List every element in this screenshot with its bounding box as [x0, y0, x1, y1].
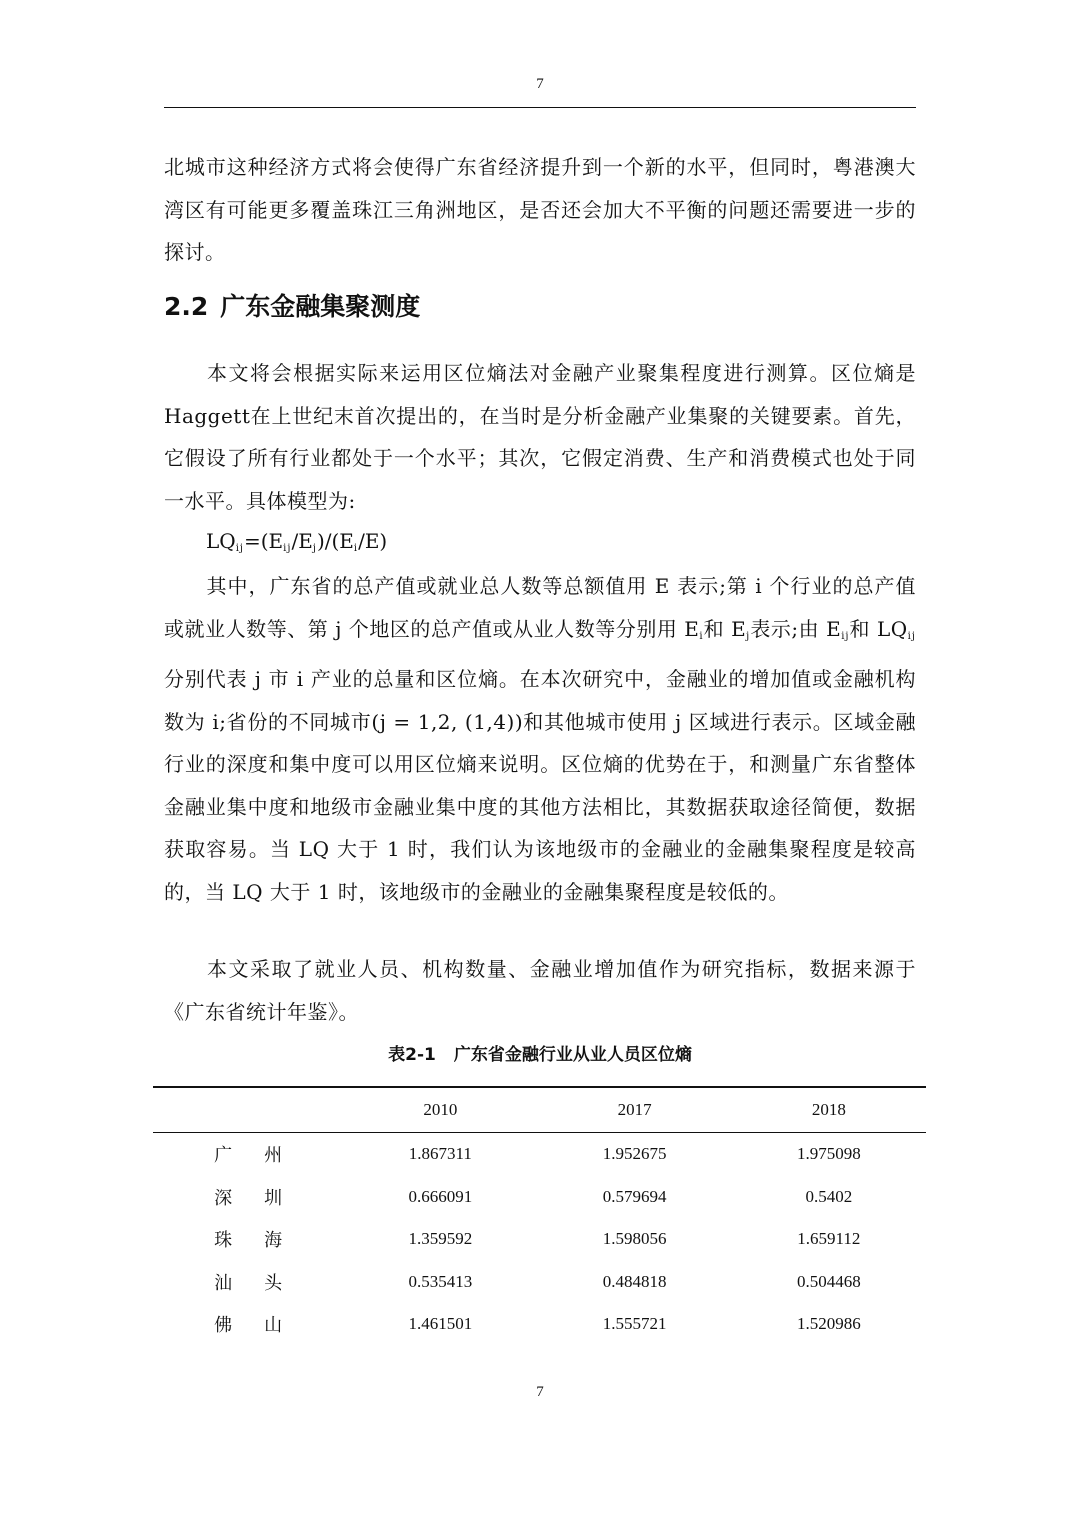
table-header-cell: 2010: [423, 1100, 458, 1119]
formula-lq: LQ: [206, 529, 236, 553]
header-page-number: 7: [536, 76, 544, 92]
table-cell: 0.484818: [602, 1271, 667, 1291]
table-caption: [0, 1040, 1080, 1070]
table-cell: 1.461501: [408, 1314, 473, 1334]
definition-sub: j: [746, 630, 751, 642]
lq-formula: [206, 525, 387, 565]
formula-sub: j: [312, 543, 317, 554]
definition-sub: ij: [841, 630, 850, 642]
table-cell: 1.975098: [796, 1144, 861, 1164]
table-cell-city: 广州: [214, 1145, 315, 1167]
definition-text: 和 E: [703, 616, 747, 641]
table-header-cell: 2018: [811, 1100, 846, 1119]
formula-part: /E): [358, 529, 388, 553]
table-row: [153, 1176, 926, 1219]
table-cell: 1.659112: [797, 1229, 861, 1249]
table-cell: 0.579694: [602, 1186, 667, 1206]
definition-text: 和 LQ: [849, 616, 908, 641]
table-cell-city: 汕头: [214, 1272, 315, 1294]
table-header-cell: [153, 1087, 343, 1133]
paragraph-data-source: [164, 948, 916, 1033]
table-cell-city: 珠海: [214, 1230, 315, 1252]
definition-text: 表示;由 E: [750, 616, 842, 641]
definition-text: 分别代表 j 市 i 产业的总量和区位熵。在本次研究中，金融业的增加值或金融机构数为 i;省份的不同城市(j = 1,2, (1,4))和其他城市使用 j 区域进行表示。区域金融行业的深度和集中度可以用区位熵来说明。区位熵的优势在于，和测量广东省整体金融业集中度和地级市金融业集中度的其他方法相比，其数据获取途径简便，数据获取容易。当 LQ 大于 1 时，我们认为该地级市的金融业的金融集聚程度是较高的，当 LQ 大于 1 时，该地级市的金融业的金融集聚程度是较低的。: [164, 667, 916, 904]
data-source-text: 本文采取了就业人员、机构数量、金融业增加值作为研究指标，数据来源于《广东省统计年鉴》。: [164, 957, 916, 1024]
paragraph-method-intro-text: 本文将会根据实际来运用区位熵法对金融产业聚集程度进行测算。区位熵是Haggett在上世纪末首次提出的，在当时是分析金融产业集聚的关键要素。首先，它假设了所有行业都处于一个水平；其次，它假定消费、生产和消费模式也处于同一水平。具体模型为:: [164, 361, 916, 513]
definition-sub: ij: [907, 630, 916, 642]
section-heading: [164, 285, 916, 329]
table-cell: 0.5402: [805, 1186, 853, 1206]
table-cell-city: 深圳: [214, 1187, 315, 1209]
formula-part: )/(E: [316, 529, 354, 553]
section-number: 2.2: [164, 292, 209, 321]
paragraph-method-intro: [164, 352, 916, 522]
table-cell: 0.535413: [408, 1271, 473, 1291]
table-cell: 0.504468: [796, 1271, 861, 1291]
table-cell: 1.555721: [602, 1314, 667, 1334]
table-cell: 1.867311: [408, 1144, 472, 1164]
table-cell: 1.598056: [602, 1229, 667, 1249]
paragraph-continuation: 北城市这种经济方式将会使得广东省经济提升到一个新的水平，但同时，粤港澳大湾区有可能更多覆盖珠江三角洲地区，是否还会加大不平衡的问题还需要进一步的探讨。: [164, 155, 916, 264]
table-cell: 1.359592: [408, 1229, 473, 1249]
formula-sub: ij: [283, 543, 292, 554]
table-row: [153, 1261, 926, 1304]
table-cell-city: 佛山: [214, 1315, 315, 1337]
table-cell: 0.666091: [408, 1186, 473, 1206]
definition-text: 其中，广东省的总产值或就业总人数等总额值用 E 表示;第 i 个行业的总产值或就业人数等、第 j 个地区的总产值或从业人数等分别用 E: [164, 574, 916, 641]
table-caption-title: 广东省金融行业从业人员区位熵: [453, 1045, 692, 1065]
table-row: [153, 1303, 926, 1346]
table-header-row: [153, 1087, 926, 1133]
definition-sub: i: [699, 630, 704, 642]
formula-sub: ij: [235, 543, 244, 554]
paragraph-definitions: [164, 565, 916, 913]
section-title-text: 广东金融集聚测度: [220, 292, 421, 321]
formula-part: =(E: [244, 529, 284, 553]
table-caption-label: 表2-1: [388, 1045, 436, 1065]
footer-page-number: 7: [536, 1384, 544, 1400]
formula-sub: i: [353, 543, 359, 554]
table-row: [153, 1218, 926, 1261]
formula-part: /E: [291, 529, 313, 553]
table-cell: 1.952675: [602, 1144, 667, 1164]
lq-table: [153, 1086, 926, 1346]
table-header-cell: 2017: [617, 1100, 652, 1119]
header-rule: [164, 107, 916, 108]
table-cell: 1.520986: [796, 1314, 861, 1334]
table-row: [153, 1133, 926, 1176]
